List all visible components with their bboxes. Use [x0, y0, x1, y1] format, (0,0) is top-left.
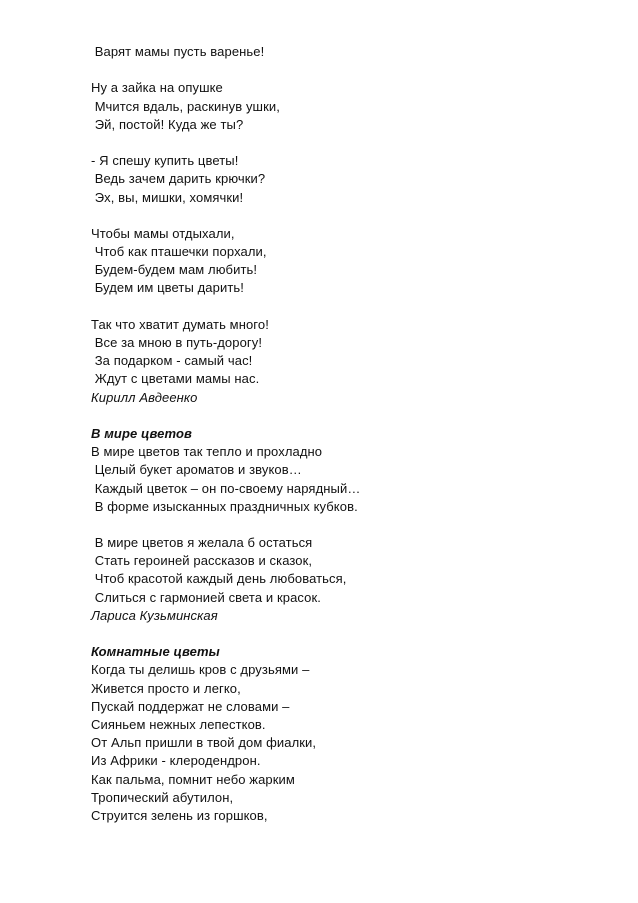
poem-line: Стать героиней рассказов и сказок, — [91, 553, 313, 569]
poem-line: Ждут с цветами мамы нас. — [91, 371, 260, 387]
poem-line: Как пальма, помнит небо жарким — [91, 771, 295, 787]
poem-line: Эх, вы, мишки, хомячки! — [91, 189, 244, 205]
poem-line: Ну а зайка на опушке — [91, 80, 223, 96]
poem-line: Каждый цветок – он по-своему нарядный… — [91, 480, 361, 496]
poem-line: За подарком - самый час! — [91, 353, 253, 369]
poem-line: Сияньем нежных лепестков. — [91, 716, 266, 732]
poem-line: Мчится вдаль, раскинув ушки, — [91, 98, 280, 114]
stanza-gap — [91, 298, 571, 316]
poem-line: Будем-будем мам любить! — [91, 262, 258, 278]
stanza-gap — [91, 61, 571, 79]
author-name: Лариса Кузьминская — [91, 607, 218, 623]
stanza-gap — [91, 516, 571, 534]
poem-line: Струится зелень из горшков, — [91, 807, 268, 823]
poem-line: Так что хватит думать много! — [91, 316, 269, 332]
poem-line: Тропический абутилон, — [91, 789, 234, 805]
poem-line: Пускай поддержат не словами – — [91, 698, 290, 714]
poem-line: Когда ты делишь кров с друзьями – — [91, 662, 310, 678]
poem-text — [91, 43, 571, 825]
poem-line: Слиться с гармонией света и красок. — [91, 589, 321, 605]
poem-line: Варят мамы пусть варенье! — [91, 44, 265, 59]
stanza-gap — [91, 207, 571, 225]
poem-line: Все за мною в путь-дорогу! — [91, 335, 263, 350]
poem-line: Чтоб как пташечки порхали, — [91, 244, 267, 260]
poem-line: Из Африки - клеродендрон. — [91, 753, 261, 769]
poem-title: Комнатные цветы — [91, 644, 220, 660]
author-name: Кирилл Авдеенко — [91, 389, 198, 405]
poem-line: Ведь зачем дарить крючки? — [91, 171, 266, 187]
poem-line: Целый букет ароматов и звуков… — [91, 462, 302, 478]
stanza-gap — [91, 134, 571, 152]
stanza-gap — [91, 407, 571, 425]
poem-line: Эй, постой! Куда же ты? — [91, 116, 244, 132]
poem-line: В мире цветов я желала б остаться — [91, 535, 313, 551]
poem-title: В мире цветов — [91, 425, 192, 441]
poem-line: Чтобы мамы отдыхали, — [91, 225, 235, 241]
poem-line: В форме изысканных праздничных кубков. — [91, 498, 358, 514]
poem-line: От Альп пришли в твой дом фиалки, — [91, 735, 317, 751]
stanza-gap — [91, 625, 571, 643]
poem-line: Чтоб красотой каждый день любоваться, — [91, 571, 347, 587]
poem-line: Будем им цветы дарить! — [91, 280, 244, 296]
poem-line: - Я спешу купить цветы! — [91, 153, 239, 169]
poem-line: Живется просто и легко, — [91, 680, 241, 696]
poem-line: В мире цветов так тепло и прохладно — [91, 444, 323, 460]
